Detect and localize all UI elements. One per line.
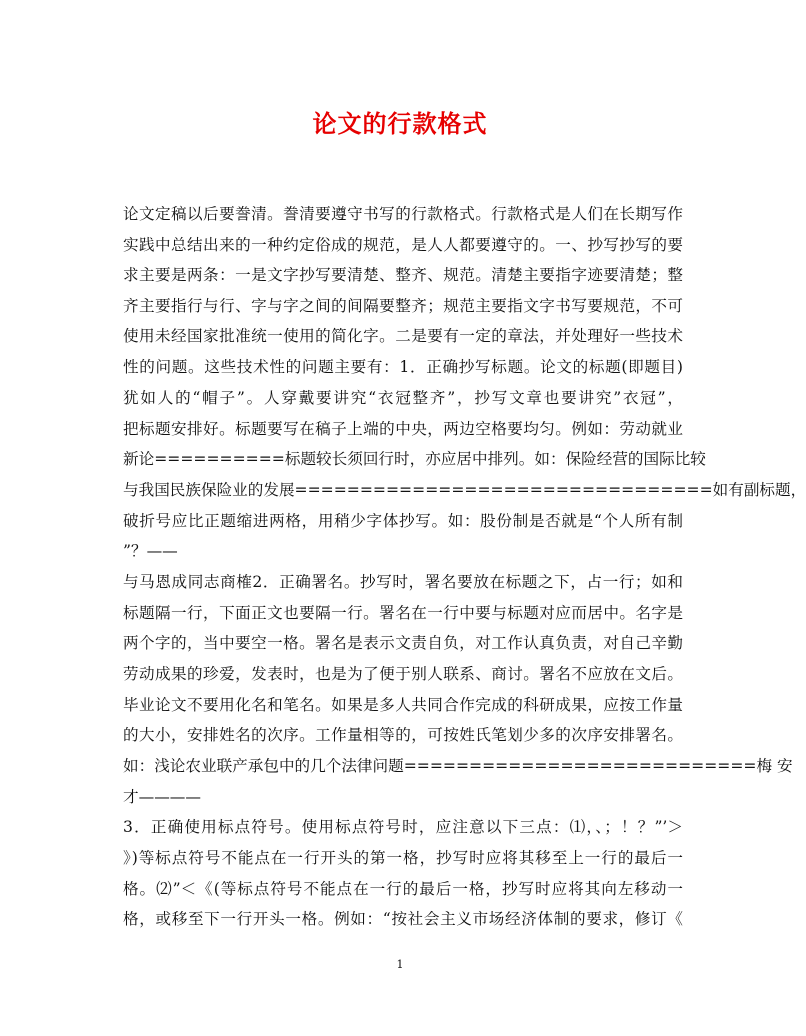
text-line: 犹如人的“帽子”。人穿戴要讲究“衣冠整齐”，抄写文章也要讲究”衣冠”， — [123, 389, 683, 407]
text-line: 格。⑵”＜《(等标点符号不能点在一行的最后一格，抄写时应将其向左移动一 — [123, 880, 683, 898]
text-line: 把标题安排好。标题要写在稿子上端的中央，两边空格要均匀。例如：劳动就业 — [123, 420, 683, 438]
text-line: 齐主要指行与行、字与字之间的间隔要整齐；规范主要指文字书写要规范，不可 — [123, 297, 683, 315]
text-line: 的大小，安排姓名的次序。工作量相等的，可按姓氏笔划少多的次序安排署名。 — [123, 726, 683, 744]
text-line: 标题隔一行，下面正文也要隔一行。署名在一行中要与标题对应而居中。名字是 — [123, 604, 683, 622]
text-line: 才———— — [123, 788, 201, 806]
text-line: 劳动成果的珍爱，发表时，也是为了便于别人联系、商讨。署名不应放在文后。 — [123, 665, 683, 683]
text-line: 求主要是两条：一是文字抄写要清楚、整齐、规范。清楚主要指字迹要清楚；整 — [123, 266, 683, 284]
text-line: 新论==========标题较长须回行时，亦应居中排列。如：保险经营的国际比较 — [123, 450, 706, 468]
text-line: 两个字的，当中要空一格。署名是表示文责自负，对工作认真负责，对自己辛勤 — [123, 634, 683, 652]
text-line: 》)等标点符号不能点在一行开头的第一格，抄写时应将其移至上一行的最后一 — [123, 849, 683, 867]
text-line: 3．正确使用标点符号。使用标点符号时，应注意以下三点：⑴，、；！？”’＞ — [123, 818, 683, 836]
text-line: 破折号应比正题缩进两格，用稍少字体抄写。如：股份制是否就是“个人所有制 — [123, 512, 683, 530]
text-line: 性的问题。这些技术性的问题主要有：1．正确抄写标题。论文的标题(即题目) — [123, 358, 683, 376]
text-line: ”？—— — [123, 542, 178, 560]
text-line: 与马恩成同志商榷2．正确署名。抄写时，署名要放在标题之下，占一行；如和 — [123, 573, 683, 591]
text-line: 实践中总结出来的一种约定俗成的规范，是人人都要遵守的。一、抄写抄写的要 — [123, 236, 683, 254]
text-line: 使用未经国家批准统一使用的简化字。二是要有一定的章法，并处理好一些技术 — [123, 327, 683, 345]
text-line: 如：浅论农业联产承包中的几个法律问题===========================梅 安 — [123, 757, 793, 775]
page-number: 1 — [396, 958, 404, 971]
text-line: 毕业论文不要用化名和笔名。如果是多人共同合作完成的科研成果，应按工作量 — [123, 696, 683, 714]
text-line: 论文定稿以后要誊清。誊清要遵守书写的行款格式。行款格式是人们在长期写作 — [123, 205, 683, 223]
page-title: 论文的行款格式 — [312, 109, 488, 138]
text-line: 与我国民族保险业的发展================================如有副标题， — [123, 481, 806, 499]
text-line: 格，或移至下一行开头一格。例如：“按社会主义市场经济体制的要求，修订《 — [123, 910, 683, 928]
